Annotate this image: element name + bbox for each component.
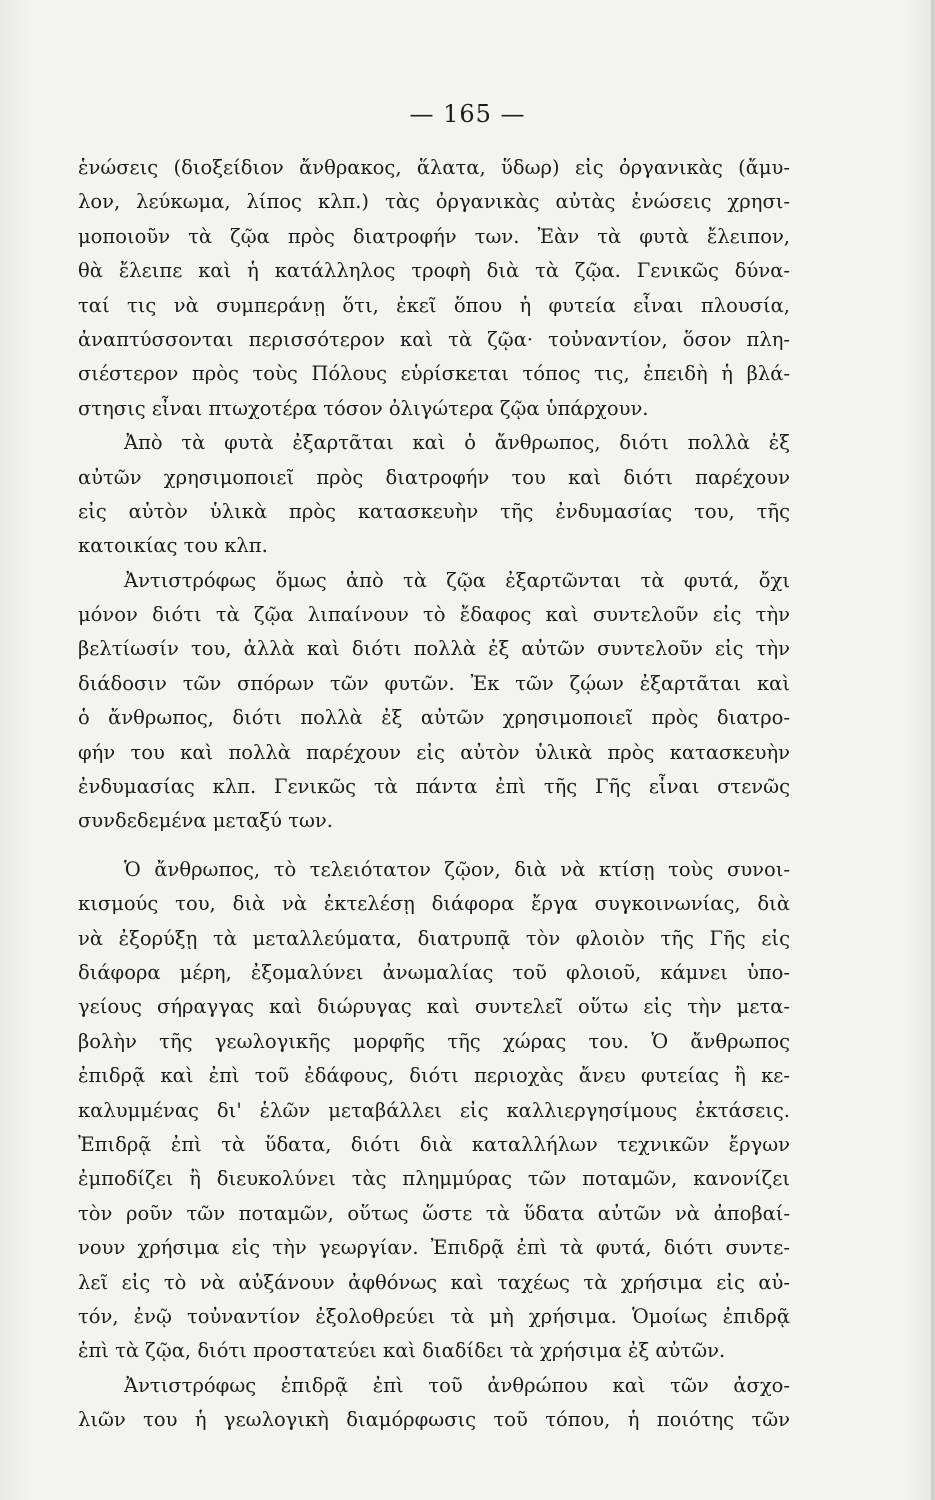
- text-line: ὁ ἄνθρωπος, διότι πολλὰ ἐξ αὐτῶν χρησιμοποιεῖ πρὸς διατρο-: [78, 706, 790, 730]
- paragraph-4: [78, 853, 790, 1369]
- paragraph-spacer: [78, 839, 790, 853]
- text-line: ἐνδυμασίας κλπ. Γενικῶς τὰ πάντα ἐπὶ τῆς Γῆς εἶναι στενῶς: [78, 775, 790, 799]
- text-line: φήν του καὶ πολλὰ παρέχουν εἰς αὐτὸν ὑλικὰ πρὸς κατασκευὴν: [78, 740, 790, 764]
- paragraph-3: [78, 564, 790, 839]
- text-line: μοποιοῦν τὰ ζῷα πρὸς διατροφήν των. Ἐὰν τὰ φυτὰ ἔλειπον,: [78, 224, 790, 248]
- text-line: εἰς αὐτὸν ὑλικὰ πρὸς κατασκευὴν τῆς ἐνδυμασίας του, τῆς: [78, 499, 790, 523]
- paragraph-5: [78, 1369, 790, 1438]
- text-line: ταί τις νὰ συμπεράνῃ ὅτι, ἐκεῖ ὅπου ἡ φυτεία εἶναι πλουσία,: [78, 293, 790, 317]
- text-line: καλυμμένας δι' ἑλῶν μεταβάλλει εἰς καλλιεργησίμους ἐκτάσεις.: [78, 1098, 790, 1122]
- text-line: Ἀπὸ τὰ φυτὰ ἐξαρτᾶται καὶ ὁ ἄνθρωπος, διότι πολλὰ ἐξ: [124, 431, 790, 455]
- text-line: λιῶν του ἡ γεωλογικὴ διαμόρφωσις τοῦ τόπου, ἡ ποιότης τῶν: [78, 1408, 790, 1432]
- text-line: σιέστερον πρὸς τοὺς Πόλους εὑρίσκεται τόπος τις, ἐπειδὴ ἡ βλά-: [78, 362, 790, 386]
- text-line: τὸν ροῦν τῶν ποταμῶν, οὕτως ὥστε τὰ ὕδατα αὐτῶν νὰ ἀποβαί-: [78, 1201, 790, 1225]
- text-line: βολὴν τῆς γεωλογικῆς μορφῆς τῆς χώρας του. Ὁ ἄνθρωπος: [78, 1029, 790, 1053]
- text-line: ἐπιδρᾷ καὶ ἐπὶ τοῦ ἐδάφους, διότι περιοχὰς ἄνευ φυτείας ἢ κε-: [78, 1064, 790, 1088]
- text-line: βελτίωσίν του, ἀλλὰ καὶ διότι πολλὰ ἐξ αὐτῶν συντελοῦν εἰς τὴν: [78, 637, 790, 661]
- text-line: ἀναπτύσσονται περισσότερον καὶ τὰ ζῷα· τοὐναντίον, ὅσον πλη-: [78, 327, 790, 351]
- page-edge-shadow: [931, 0, 935, 1500]
- text-line: ἐμποδίζει ἢ διευκολύνει τὰς πλημμύρας τῶν ποταμῶν, κανονίζει: [78, 1167, 790, 1191]
- text-line: νὰ ἐξορύξῃ τὰ μεταλλεύματα, διατρυπᾷ τὸν φλοιὸν τῆς Γῆς εἰς: [78, 926, 790, 950]
- text-line: γείους σήραγγας καὶ διώρυγας καὶ συντελεῖ οὕτω εἰς τὴν μετα-: [78, 995, 790, 1019]
- text-line: διάδοσιν τῶν σπόρων τῶν φυτῶν. Ἐκ τῶν ζῴων ἐξαρτᾶται καὶ: [78, 671, 790, 695]
- text-line: αὐτῶν χρησιμοποιεῖ πρὸς διατροφήν του καὶ διότι παρέχουν: [78, 465, 790, 489]
- text-line: Ἀντιστρόφως ὅμως ἀπὸ τὰ ζῷα ἐξαρτῶνται τὰ φυτά, ὄχι: [124, 568, 790, 592]
- text-line: κισμούς του, διὰ νὰ ἐκτελέσῃ διάφορα ἔργα συγκοινωνίας, διὰ: [78, 892, 790, 916]
- paragraph-2: [78, 426, 790, 564]
- page-number: — 165 —: [409, 100, 526, 128]
- text-line: στησις εἶναι πτωχοτέρα τόσον ὀλιγώτερα ζῷα ὑπάρχουν.: [78, 396, 649, 420]
- text-line: μόνον διότι τὰ ζῷα λιπαίνουν τὸ ἔδαφος καὶ συντελοῦν εἰς τὴν: [78, 603, 790, 627]
- text-line: νουν χρήσιμα εἰς τὴν γεωργίαν. Ἐπιδρᾷ ἐπὶ τὰ φυτά, διότι συντε-: [78, 1236, 790, 1260]
- text-line: λον, λεύκωμα, λίπος κλπ.) τὰς ὀργανικὰς αὐτὰς ἑνώσεις χρησι-: [78, 190, 790, 214]
- text-line: λεῖ εἰς τὸ νὰ αὐξάνουν ἀφθόνως καὶ ταχέως τὰ χρήσιμα εἰς αὐ-: [78, 1270, 790, 1294]
- text-line: ἑνώσεις (διοξείδιον ἄνθρακος, ἅλατα, ὕδωρ) εἰς ὀργανικὰς (ἄμυ-: [78, 156, 790, 179]
- text-line: συνδεδεμένα μεταξύ των.: [78, 809, 333, 833]
- text-line: Ἀντιστρόφως ἐπιδρᾷ ἐπὶ τοῦ ἀνθρώπου καὶ τῶν ἀσχο-: [124, 1373, 790, 1397]
- text-line: κατοικίας του κλπ.: [78, 534, 268, 558]
- text-line: τόν, ἐνῷ τοὐναντίον ἐξολοθρεύει τὰ μὴ χρήσιμα. Ὁμοίως ἐπιδρᾷ: [78, 1304, 790, 1328]
- text-line: Ἐπιδρᾷ ἐπὶ τὰ ὕδατα, διότι διὰ καταλλήλων τεχνικῶν ἔργων: [78, 1132, 790, 1156]
- text-line: διάφορα μέρη, ἐξομαλύνει ἀνωμαλίας τοῦ φλοιοῦ, κάμνει ὑπο-: [78, 960, 790, 984]
- text-line: ἐπὶ τὰ ζῷα, διότι προστατεύει καὶ διαδίδει τὰ χρήσιμα ἐξ αὐτῶν.: [78, 1339, 726, 1363]
- paragraph-1: [78, 151, 790, 426]
- text-line: θὰ ἔλειπε καὶ ἡ κατάλληλος τροφὴ διὰ τὰ ζῷα. Γενικῶς δύνα-: [78, 259, 790, 283]
- text-line: Ὁ ἄνθρωπος, τὸ τελειότατον ζῷον, διὰ νὰ κτίσῃ τοὺς συνοι-: [124, 857, 790, 881]
- body-text: [78, 151, 790, 1437]
